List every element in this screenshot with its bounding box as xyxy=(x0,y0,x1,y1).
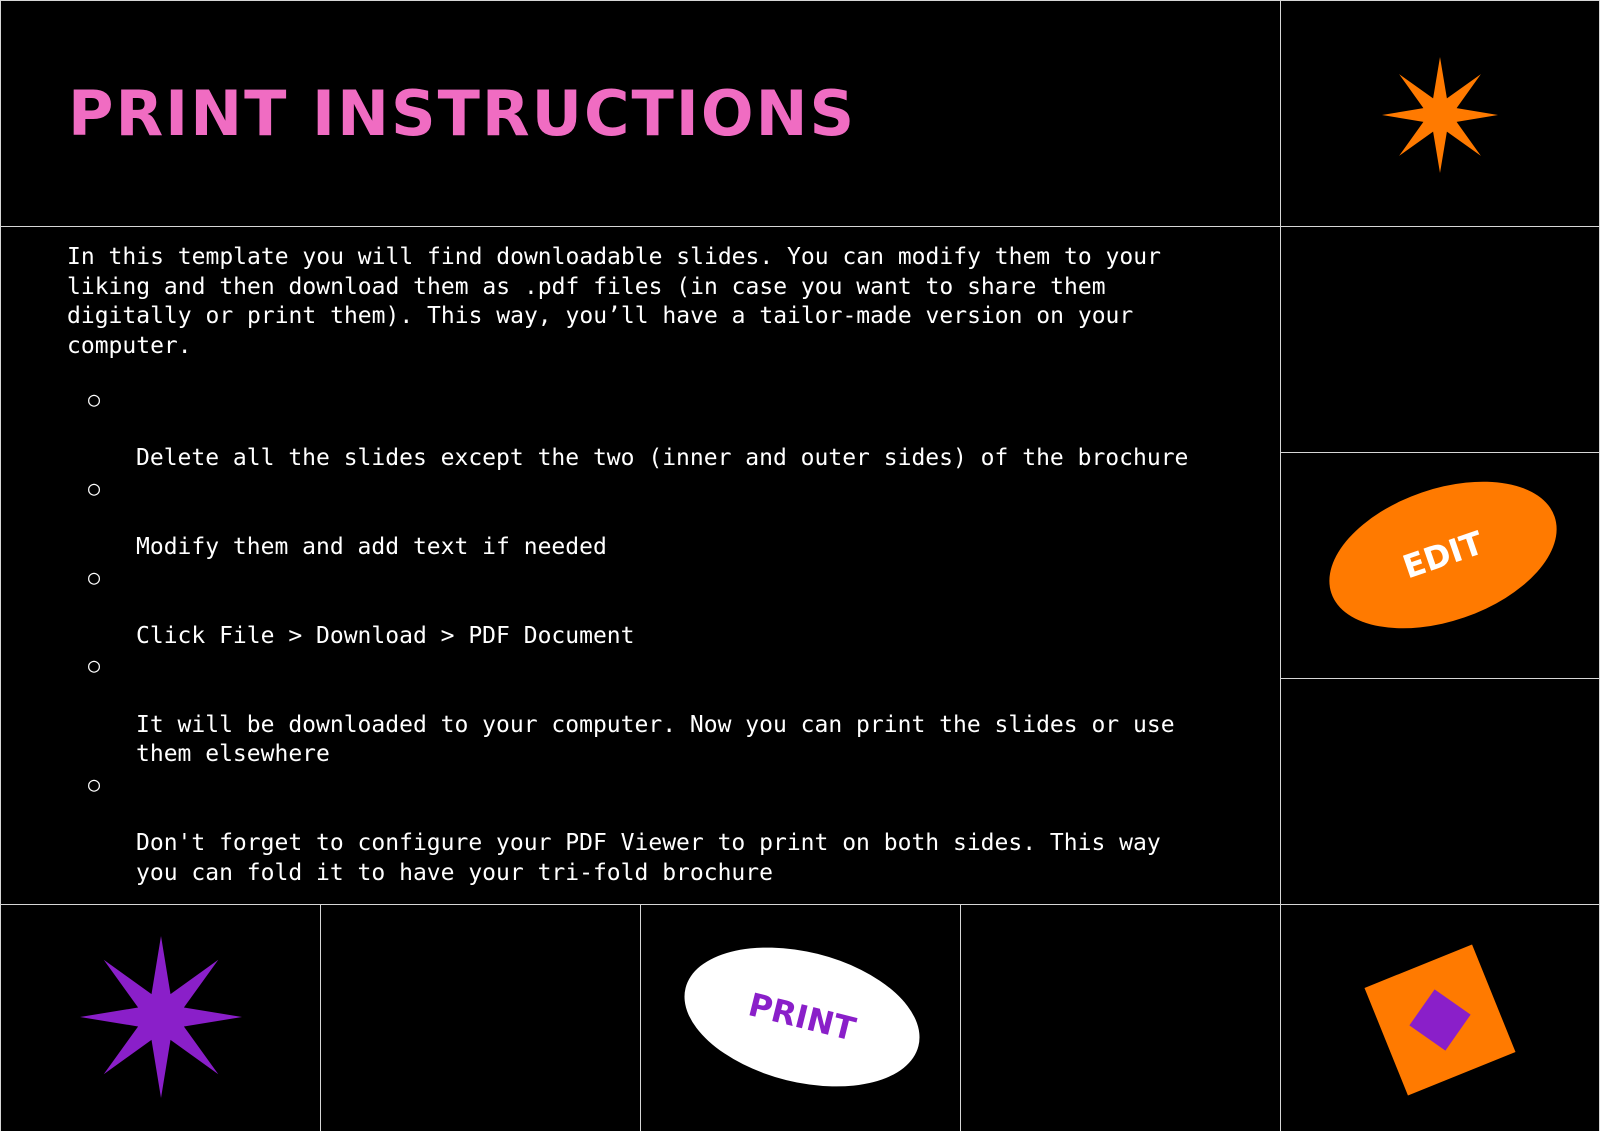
print-badge-label: PRINT xyxy=(744,985,860,1049)
instruction-list xyxy=(84,385,1274,888)
bullet-circle-icon: ○ xyxy=(88,564,101,589)
instruction-item xyxy=(84,385,1274,474)
intro-paragraph: In this template you will find downloadable slides. You can modify them to your liking and then download them as .pdf files (in case you want to share them digitally or print them). This way, you’ll have a tailor-made version on your computer. xyxy=(67,244,1161,359)
instruction-text: Modify them and add text if needed xyxy=(136,533,607,560)
grid-line-right-row-1 xyxy=(1280,452,1600,453)
instruction-item xyxy=(84,474,1274,563)
instruction-text: It will be downloaded to your computer. Now you can print the slides or use them elsewhere xyxy=(136,711,1175,768)
bullet-circle-icon: ○ xyxy=(88,771,101,796)
purple-star-icon xyxy=(78,934,244,1100)
grid-line-right-row-2 xyxy=(1280,678,1600,679)
bullet-circle-icon: ○ xyxy=(88,475,101,500)
instruction-item xyxy=(84,651,1274,769)
grid-line-header-divider xyxy=(0,226,1600,227)
grid-line-footer-col-3 xyxy=(960,904,961,1131)
orange-star-icon xyxy=(1380,55,1500,175)
bullet-circle-icon: ○ xyxy=(88,387,101,411)
instruction-text: Delete all the slides except the two (inner and outer sides) of the brochure xyxy=(136,445,1189,472)
instruction-text: Click File > Download > PDF Document xyxy=(136,622,635,649)
grid-line-footer-col-1 xyxy=(320,904,321,1131)
grid-line-top xyxy=(0,0,1600,1)
grid-line-footer-divider xyxy=(0,904,1600,905)
grid-line-right-column xyxy=(1280,0,1281,1131)
instruction-item xyxy=(84,770,1274,888)
grid-line-footer-col-2 xyxy=(640,904,641,1131)
print-badge xyxy=(672,945,932,1090)
instruction-text: Don't forget to configure your PDF Viewer to print on both sides. This way you can fold it to have your tri-fold brochure xyxy=(136,829,1161,886)
edit-badge-label: EDIT xyxy=(1397,523,1489,587)
edit-badge xyxy=(1318,480,1568,630)
page-title: PRINT INSTRUCTIONS xyxy=(68,77,857,150)
grid-line-left xyxy=(0,0,1,1131)
instruction-item xyxy=(84,563,1274,652)
diamond-square-icon xyxy=(1360,940,1520,1100)
bullet-circle-icon: ○ xyxy=(88,653,101,678)
